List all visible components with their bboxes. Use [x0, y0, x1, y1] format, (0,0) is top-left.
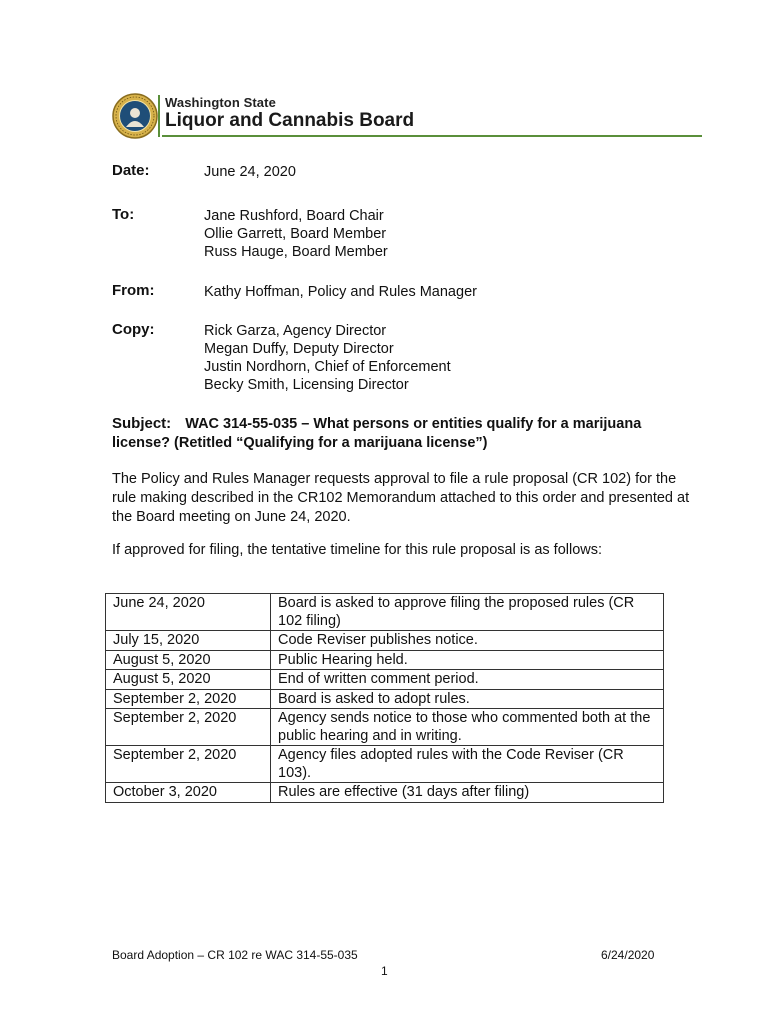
to-recipient: Ollie Garrett, Board Member: [204, 226, 387, 242]
timeline-event: Board is asked to approve filing the proposed rules (CR 102 filing): [271, 594, 664, 631]
from-value: Kathy Hoffman, Policy and Rules Manager: [204, 284, 477, 300]
timeline-date: August 5, 2020: [106, 650, 271, 670]
to-recipients: [204, 207, 388, 261]
table-row: [106, 670, 664, 690]
to-recipient: Russ Hauge, Board Member: [204, 244, 388, 260]
copy-label: Copy:: [112, 321, 155, 338]
timeline-event: End of written comment period.: [271, 670, 664, 690]
header-divider-vertical: [158, 95, 160, 137]
date-value: June 24, 2020: [204, 164, 296, 180]
body-paragraph-1: The Policy and Rules Manager requests approval to file a rule proposal (CR 102) for the rule making described in the CR102 Memorandum attached to this order and presented at the Board meeting on June 24, 2020.: [112, 471, 690, 525]
to-label: To:: [112, 206, 135, 223]
agency-logo: [112, 93, 702, 139]
copy-recipient: Justin Nordhorn, Chief of Enforcement: [204, 359, 451, 375]
table-row: [106, 594, 664, 631]
agency-name-line1: Washington State: [165, 95, 276, 110]
header-divider: [162, 135, 702, 137]
subject-line: [112, 414, 702, 453]
copy-recipient: Rick Garza, Agency Director: [204, 323, 387, 339]
copy-recipient: Megan Duffy, Deputy Director: [204, 341, 394, 357]
date-label: Date:: [112, 162, 150, 179]
timeline-event: Rules are effective (31 days after filing): [271, 783, 664, 803]
agency-name-line2: Liquor and Cannabis Board: [165, 110, 415, 131]
timeline-event: Public Hearing held.: [271, 650, 664, 670]
timeline-date: September 2, 2020: [106, 746, 271, 783]
timeline-event: Agency files adopted rules with the Code Reviser (CR 103).: [271, 746, 664, 783]
footer-document-title: Board Adoption – CR 102 re WAC 314-55-035: [112, 948, 358, 962]
subject-label: Subject:: [112, 415, 172, 432]
from-label: From:: [112, 282, 155, 299]
timeline-table: [105, 593, 664, 803]
timeline-event: Board is asked to adopt rules.: [271, 689, 664, 709]
timeline-date: June 24, 2020: [106, 594, 271, 631]
footer-date: 6/24/2020: [601, 948, 655, 962]
to-recipient: Jane Rushford, Board Chair: [204, 208, 384, 224]
table-row: [106, 746, 664, 783]
table-row: [106, 631, 664, 651]
timeline-date: October 3, 2020: [106, 783, 271, 803]
timeline-date: September 2, 2020: [106, 709, 271, 746]
timeline-date: August 5, 2020: [106, 670, 271, 690]
page-number: 1: [381, 964, 388, 978]
timeline-event: Agency sends notice to those who commented both at the public hearing and in writing.: [271, 709, 664, 746]
body-paragraph-2: If approved for filing, the tentative timeline for this rule proposal is as follows:: [112, 542, 603, 558]
subject-text: WAC 314-55-035 – What persons or entities qualify for a marijuana license? (Retitled “Qualifying for a marijuana license”): [112, 416, 642, 451]
timeline-date: July 15, 2020: [106, 631, 271, 651]
table-row: [106, 689, 664, 709]
table-row: [106, 709, 664, 746]
table-row: [106, 783, 664, 803]
copy-recipients: [204, 322, 451, 394]
timeline-date: September 2, 2020: [106, 689, 271, 709]
copy-recipient: Becky Smith, Licensing Director: [204, 377, 409, 393]
table-row: [106, 650, 664, 670]
timeline-event: Code Reviser publishes notice.: [271, 631, 664, 651]
washington-state-seal-icon: [112, 93, 158, 139]
